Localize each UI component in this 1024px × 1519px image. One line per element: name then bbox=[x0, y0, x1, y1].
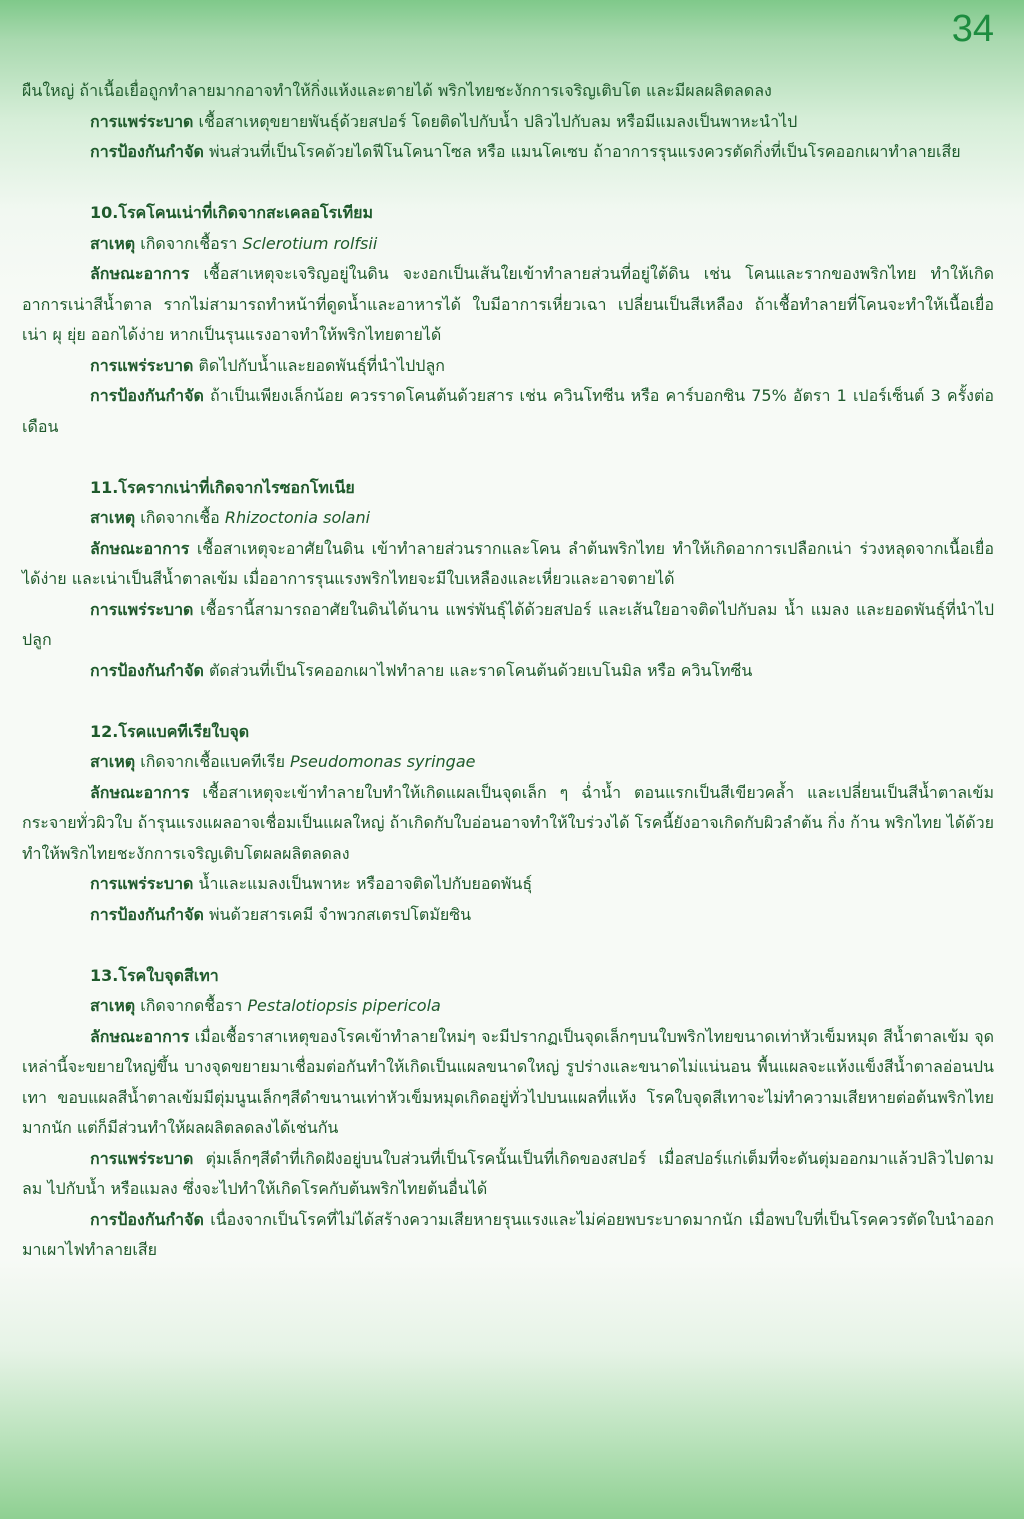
disease-title: 13.โรคใบจุดสีเทา bbox=[90, 965, 219, 985]
spread-label: การแพร่ระบาด bbox=[90, 599, 194, 619]
control-text: เนื่องจากเป็นโรคที่ไม่ได้สร้างความเสียหายรุนแรงและไม่ค่อยพบระบาดมากนัก เมื่อพบใบที่เป็นโรคควรตัดใบนำออกมาเผาไฟทำลายเสีย bbox=[22, 1209, 994, 1259]
spread-text: เชื้อรานี้สามารถอาศัยในดินได้นาน แพร่พันธุ์ได้ด้วยสปอร์ และเส้นใยอาจติดไปกับลม น้ำ แมลง และยอดพันธุ์ที่นำไปปลูก bbox=[22, 599, 994, 649]
spread-text: เชื้อสาเหตุขยายพันธุ์ด้วยสปอร์ โดยติดไปกับน้ำ ปลิวไปกับลม หรือมีแมลงเป็นพาหะนำไป bbox=[198, 111, 798, 131]
spread-paragraph bbox=[22, 351, 994, 382]
control-label: การป้องกันกำจัด bbox=[90, 904, 204, 924]
cause-label: สาเหตุ bbox=[90, 233, 136, 253]
disease-title: 12.โรคแบคทีเรียใบจุด bbox=[90, 721, 250, 741]
control-text: ถ้าเป็นเพียงเล็กน้อย ควรราดโคนต้นด้วยสาร เช่น ควินโทซีน หรือ คาร์บอกซิน 75% อัตรา 1 เปอร์เซ็นต์ 3 ครั้งต่อเดือน bbox=[22, 386, 994, 436]
spread-label: การแพร่ระบาด bbox=[90, 874, 194, 893]
spread-paragraph bbox=[22, 107, 994, 138]
scientific-name: Pestalotiopsis pipericola bbox=[247, 996, 441, 1015]
scientific-name: Sclerotium rolfsii bbox=[242, 233, 378, 253]
symptom-label: ลักษณะอาการ bbox=[90, 1026, 190, 1046]
symptom-text: เชื้อสาเหตุจะอาศัยในดิน เข้าทำลายส่วนรากและโคน ลำต้นพริกไทย ทำให้เกิดอาการเปลือกเน่า ร่วงหลุดจากเนื้อเยื่อได้ง่าย และเน่าเป็นสีน้ำตาลเข้ม เมื่ออาการรุนแรงพริกไทยจะมีใบเหลืองและเหี่ยวและอาจตายได้ bbox=[22, 538, 994, 588]
cause-text: เกิดจากเชื้อแบคทีเรีย bbox=[140, 752, 285, 771]
symptom-label: ลักษณะอาการ bbox=[90, 264, 190, 283]
control-label: การป้องกันกำจัด bbox=[90, 386, 204, 405]
cause-text: เกิดจากเชื้อ bbox=[140, 508, 220, 527]
control-text: พ่นส่วนที่เป็นโรคด้วยไดฟีโนโคนาโซล หรือ แมนโคเซบ ถ้าอาการรุนแรงควรตัดกิ่งที่เป็นโรคออกเผาทำลายเสีย bbox=[209, 142, 961, 161]
section-continued bbox=[22, 76, 994, 168]
page-number: 34 bbox=[951, 8, 994, 50]
spread-label: การแพร่ระบาด bbox=[90, 111, 194, 131]
control-text: พ่นด้วยสารเคมี จำพวกสเตรปโตมัยซิน bbox=[209, 904, 472, 924]
control-label: การป้องกันกำจัด bbox=[90, 660, 204, 680]
symptom-label: ลักษณะอาการ bbox=[90, 538, 190, 558]
cause-paragraph bbox=[22, 229, 994, 260]
symptom-text: เชื้อสาเหตุจะเจริญอยู่ในดิน จะงอกเป็นเส้นใยเข้าทำลายส่วนที่อยู่ใต้ดิน เช่น โคนและรากของพริกไทย ทำให้เกิดอาการเน่าสีน้ำตาล รากไม่สามารถทำหน้าที่ดูดน้ำและอาหารได้ ใบมีอาการเหี่ยวเฉา เปลี่ยนเป็นสีเหลือง ถ้าเชื้อทำลายที่โคนจะทำให้เนื้อเยื่อเน่า ผุ ยุ่ย ออกได้ง่าย หากเป็นรุนแรงอาจทำให้พริกไทยตายได้ bbox=[22, 264, 994, 344]
cause-paragraph bbox=[22, 747, 994, 778]
spread-text: ตุ่มเล็กๆสีดำที่เกิดฝังอยู่บนใบส่วนที่เป็นโรคนั้นเป็นที่เกิดของสปอร์ เมื่อสปอร์แก่เต็มที่จะดันตุ่มออกมาแล้วปลิวไปตามลม ไปกับน้ำ หรือแมลง ซึ่งจะไปทำให้เกิดโรคกับต้นพริกไทยต้นอื่นได้ bbox=[22, 1148, 994, 1198]
cause-label: สาเหตุ bbox=[90, 996, 136, 1015]
spread-label: การแพร่ระบาด bbox=[90, 355, 194, 375]
spread-label: การแพร่ระบาด bbox=[90, 1148, 194, 1168]
control-paragraph bbox=[22, 137, 994, 168]
symptom-paragraph bbox=[22, 534, 994, 595]
control-text: ตัดส่วนที่เป็นโรคออกเผาไฟทำลาย และราดโคนต้นด้วยเบโนมิล หรือ ควินโทซีน bbox=[209, 660, 753, 680]
document-body bbox=[22, 76, 994, 1266]
spread-text: ติดไปกับน้ำและยอดพันธุ์ที่นำไปปลูก bbox=[198, 355, 445, 375]
section-disease-13 bbox=[22, 961, 994, 1266]
symptom-paragraph bbox=[22, 259, 994, 351]
symptom-text: เชื้อสาเหตุจะเข้าทำลายใบทำให้เกิดแผลเป็นจุดเล็ก ๆ ฉ่ำน้ำ ตอนแรกเป็นสีเขียวคล้ำ และเปลี่ยนเป็นสีน้ำตาลเข้ม กระจายทั่วผิวใบ ถ้ารุนแรงแผลอาจเชื่อมเป็นแผลใหญ่ ถ้าเกิดกับใบอ่อนอาจทำให้ใบร่วงได้ โรคนี้ยังอาจเกิดกับผิวลำต้น กิ่ง ก้าน พริกไทย ได้ด้วย ทำให้พริกไทยชะงักการเจริญเติบโตผลผลิตลดลง bbox=[22, 782, 994, 863]
cause-label: สาเหตุ bbox=[90, 508, 136, 527]
control-paragraph bbox=[22, 381, 994, 442]
spread-text: น้ำและแมลงเป็นพาหะ หรืออาจติดไปกับยอดพันธุ์ bbox=[198, 874, 533, 893]
section-disease-12 bbox=[22, 717, 994, 931]
cause-label: สาเหตุ bbox=[90, 752, 136, 771]
section-disease-11 bbox=[22, 473, 994, 687]
section-disease-10 bbox=[22, 198, 994, 442]
symptom-paragraph bbox=[22, 778, 994, 870]
spread-paragraph bbox=[22, 869, 994, 900]
cause-text: เกิดจากดชื้อรา bbox=[140, 996, 243, 1015]
disease-title: 10.โรคโคนเน่าที่เกิดจากสะเคลอโรเทียม bbox=[90, 203, 374, 222]
control-label: การป้องกันกำจัด bbox=[90, 1209, 204, 1229]
control-paragraph bbox=[22, 1205, 994, 1266]
control-paragraph bbox=[22, 900, 994, 931]
symptom-paragraph bbox=[22, 1022, 994, 1144]
control-label: การป้องกันกำจัด bbox=[90, 142, 204, 161]
symptom-text: เมื่อเชื้อราสาเหตุของโรคเข้าทำลายใหม่ๆ จะมีปรากฏเป็นจุดเล็กๆบนใบพริกไทยขนาดเท่าหัวเข็มหมุด สีน้ำตาลเข้ม จุดเหล่านี้จะขยายใหญ่ขึ้น บางจุดขยายมาเชื่อมต่อกันทำให้เกิดเป็นแผลขนาดใหญ่ รูปร่างและขนาดไม่แน่นอน พื้นแผลจะแห้งแข็งสีน้ำตาลอ่อนปนเทา ขอบแผลสีน้ำตาลเข้มมีตุ่มนูนเล็กๆสีดำขนานเท่าหัวเข็มหมุดเกิดอยู่ทั่วไปบนแผลที่แห้ง โรคใบจุดสีเทาจะไม่ทำความเสียหายต่อต้นพริกไทยมากนัก แต่ก็มีส่วนทำให้ผลผลิตลดลงได้เช่นกัน bbox=[22, 1026, 994, 1137]
cause-text: เกิดจากเชื้อรา bbox=[140, 233, 238, 253]
scientific-name: Rhizoctonia solani bbox=[224, 508, 371, 527]
intro-line: ผืนใหญ่ ถ้าเนื้อเยื่อถูกทำลายมากอาจทำให้กิ่งแห้งและตายได้ พริกไทยชะงักการเจริญเติบโต และมีผลผลิตลดลง bbox=[22, 81, 772, 100]
disease-title: 11.โรครากเน่าที่เกิดจากไรซอกโทเนีย bbox=[90, 477, 355, 497]
scientific-name: Pseudomonas syringae bbox=[290, 752, 476, 771]
spread-paragraph bbox=[22, 595, 994, 656]
spread-paragraph bbox=[22, 1144, 994, 1205]
cause-paragraph bbox=[22, 503, 994, 534]
control-paragraph bbox=[22, 656, 994, 687]
cause-paragraph bbox=[22, 991, 994, 1022]
symptom-label: ลักษณะอาการ bbox=[90, 782, 190, 802]
